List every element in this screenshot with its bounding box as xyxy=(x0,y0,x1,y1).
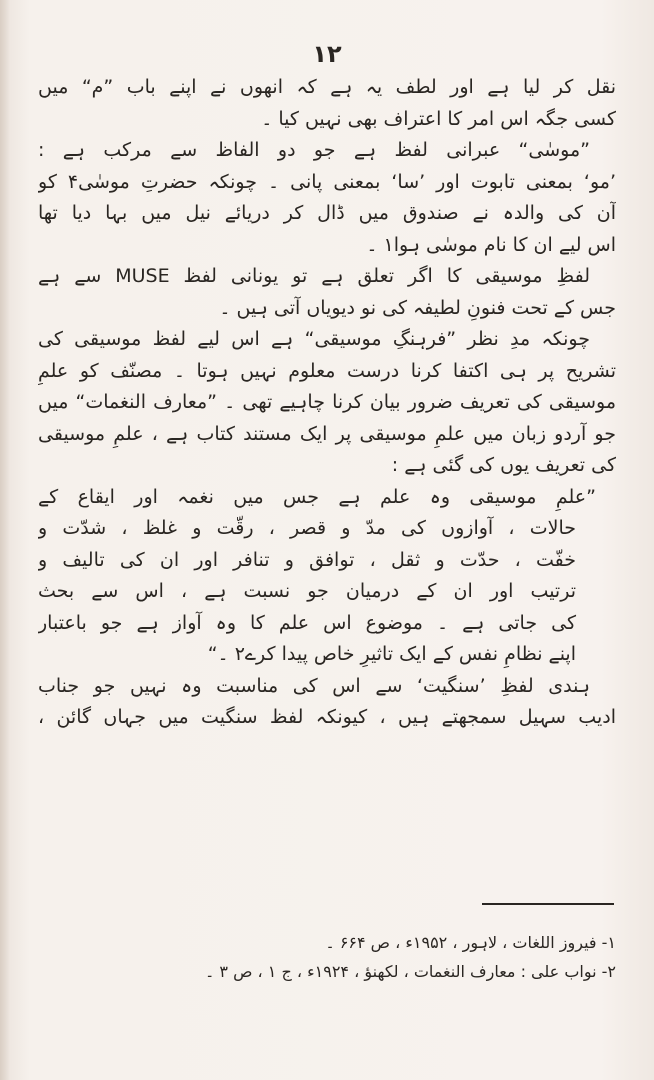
text-line: کی تعریف یوں کی گئی ہے : xyxy=(391,454,616,476)
footnotes xyxy=(38,928,616,986)
text-line: نقل کر لیا ہے اور لطف یہ ہے کہ انھوں نے اپنے باب ”م“ میں xyxy=(38,76,616,98)
text-line: جو آردو زبان میں علمِ موسیقی پر ایک مستند کتاب ہے ، علمِ موسیقی xyxy=(38,422,616,445)
body-text xyxy=(38,72,616,734)
paragraph-3 xyxy=(38,261,616,324)
footnote-divider xyxy=(482,903,614,905)
text-line: ادیب سہیل سمجھتے ہیں ، کیونکہ لفظ سنگیت میں جہاں گائن ، xyxy=(38,706,616,728)
text-line: ہندی لفظِ ’سنگیت‘ سے اس کی مناسبت وہ نہیں جو جناب xyxy=(38,674,590,697)
paragraph-4 xyxy=(38,324,616,482)
quote-line: ”علمِ موسیقی وہ علم ہے جس میں نغمہ اور ایقاع کے xyxy=(38,485,596,508)
paragraph-1 xyxy=(38,72,616,135)
text-line: تشریح پر ہی اکتفا کرنا درست معلوم نہیں ہوتا ۔ مصنّف کو علمِ xyxy=(38,359,616,382)
quote-line: کی جاتی ہے ۔ موضوع اس علم کا وہ آواز ہے جو باعتبار xyxy=(38,611,576,634)
quote-line: حالات ، آوازوں کی مدّ و قصر ، رقّت و غلظ ، شدّت و xyxy=(38,517,576,539)
text-line: موسیقی کی تعریف ضرور بیان کرنا چاہیے تھی ۔ ”معارف النغمات“ میں xyxy=(38,391,616,413)
text-line: آن کی والدہ نے صندوق میں ڈال کر دریائے نیل میں بہا دیا تھا xyxy=(38,202,616,224)
quote-line: اپنے نظامِ نفس کے ایک تاثیرِ خاص پیدا کرے۲ ۔“ xyxy=(207,643,576,665)
closing-paragraph xyxy=(38,671,616,734)
page-gutter-shadow xyxy=(0,0,10,1080)
text-line: لفظِ موسیقی کا اگر تعلق ہے تو یونانی لفظ MUSE سے ہے xyxy=(38,265,590,287)
paragraph-2 xyxy=(38,135,616,261)
text-line: چونکہ مدِ نظر ”فرہنگِ موسیقی“ ہے اس لیے لفظ موسیقی کی xyxy=(38,328,590,350)
quote-line: خفّت ، حدّت و ثقل ، توافق و تنافر اور ان کی تالیف و xyxy=(38,548,576,571)
text-line: ’مو‘ بمعنی تابوت اور ’سا‘ بمعنی پانی ۔ چونکہ حضرتِ موسٰی۴ کو xyxy=(38,170,616,193)
quote-line: ترتیب اور ان کے درمیان جو نسبت ہے ، اس سے بحث xyxy=(38,580,576,602)
page-number: ۱۲ xyxy=(312,40,342,68)
footnote-2: ۲- نواب علی : معارف النغمات ، لکھنؤ ، ۱۹۲۴ء ، ج ۱ ، ص ۳ ۔ xyxy=(204,962,616,981)
text-line: جس کے تحت فنونِ لطیفہ کی نو دیویاں آتی ہیں ۔ xyxy=(219,296,616,319)
footnote-1: ۱- فیروز اللغات ، لاہور ، ۱۹۵۲ء ، ص ۶۶۴ ۔ xyxy=(325,933,616,952)
text-line: اس لیے ان کا نام موسٰی ہوا۱ ۔ xyxy=(366,233,616,256)
text-line: کسی جگہ اس امر کا اعتراف بھی نہیں کیا ۔ xyxy=(261,107,616,130)
text-line: ”موسٰی“ عبرانی لفظ ہے جو دو الفاظ سے مرکب ہے : xyxy=(38,139,590,161)
definition-quote xyxy=(38,482,616,671)
